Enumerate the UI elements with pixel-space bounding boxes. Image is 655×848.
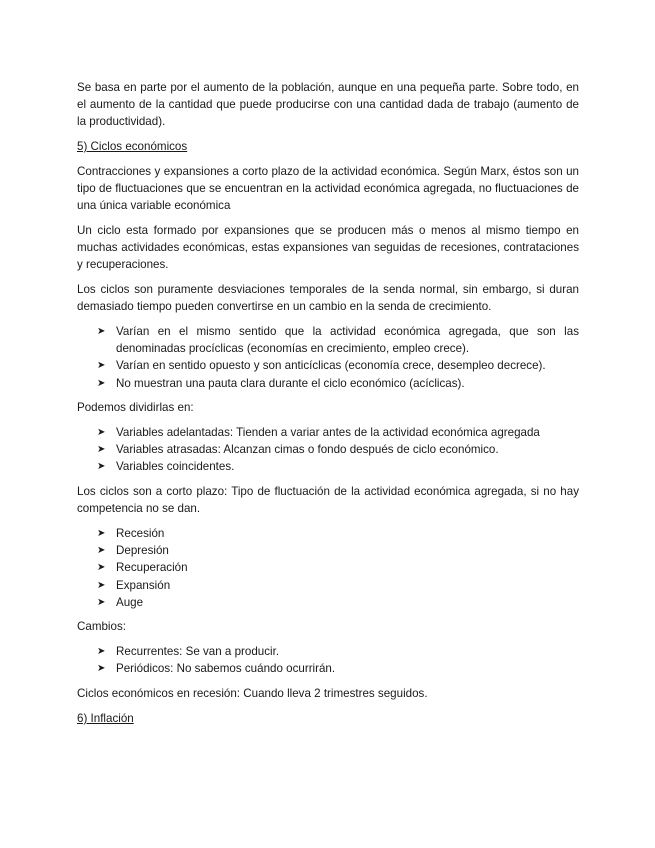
list-item: ➤ Auge (116, 594, 579, 611)
paragraph: Ciclos económicos en recesión: Cuando lleva 2 trimestres seguidos. (77, 687, 428, 701)
list-item: ➤ Recurrentes: Se van a producir. (116, 643, 579, 660)
list-item: ➤ Periódicos: No sabemos cuándo ocurrirán. (116, 660, 579, 677)
list-item: ➤ Variables coincidentes. (116, 458, 579, 475)
arrow-bullet-icon: ➤ (97, 461, 106, 473)
arrow-bullet-icon: ➤ (97, 444, 106, 456)
arrow-bullet-icon: ➤ (97, 596, 106, 608)
paragraph: Los ciclos son puramente desviaciones temporales de la senda normal, sin embargo, si duran demasiado tiempo pueden convertirse en un cambio en la senda de crecimiento. (77, 283, 579, 314)
paragraph: Los ciclos son a corto plazo: Tipo de fluctuación de la actividad económica agregada, si no hay competencia no se dan. (77, 485, 579, 516)
arrow-bullet-icon: ➤ (97, 325, 106, 337)
list-item: ➤ Expansión (116, 577, 579, 594)
bullet-list-variation (77, 323, 579, 392)
list-item: ➤ Depresión (116, 542, 579, 559)
list-item: ➤ No muestran una pauta clara durante el ciclo económico (acíclicas). (116, 375, 579, 392)
section-heading-inflacion: 6) Inflación (77, 711, 134, 725)
paragraph: Un ciclo esta formado por expansiones que se producen más o menos al mismo tiempo en muchas actividades económicas, estas expansiones van seguidas de recesiones, contrataciones y recuperaciones. (77, 223, 579, 272)
bullet-list-variables (77, 424, 579, 476)
list-item: ➤ Recesión (116, 525, 579, 542)
bullet-list-phases (77, 525, 579, 611)
paragraph: Cambios: (77, 620, 126, 634)
arrow-bullet-icon: ➤ (97, 663, 106, 675)
list-item: ➤ Variables atrasadas: Alcanzan cimas o fondo después de ciclo económico. (116, 441, 579, 458)
arrow-bullet-icon: ➤ (97, 545, 106, 557)
paragraph: Podemos dividirlas en: (77, 401, 194, 415)
paragraph: Contracciones y expansiones a corto plazo de la actividad económica. Según Marx, éstos son un tipo de fluctuaciones que se encuentran en la actividad económica agregada, no fluctuaciones de una única variable económica (77, 164, 579, 213)
list-item: ➤ Variables adelantadas: Tienden a variar antes de la actividad económica agregada (116, 424, 579, 441)
arrow-bullet-icon: ➤ (97, 377, 106, 389)
arrow-bullet-icon: ➤ (97, 579, 106, 591)
section-heading-ciclos: 5) Ciclos económicos (77, 140, 188, 154)
list-item: ➤ Varían en el mismo sentido que la actividad económica agregada, que son las denominadas procíclicas (economías en crecimiento, empleo crece). (97, 324, 579, 356)
intro-paragraph: Se basa en parte por el aumento de la población, aunque en una pequeña parte. Sobre todo, en el aumento de la cantidad que puede producirse con una cantidad dada de trabajo (aumento de la productividad). (77, 81, 579, 129)
bullet-list-changes (77, 643, 579, 677)
list-item: ➤ Varían en sentido opuesto y son anticíclicas (economía crece, desempleo decrece). (116, 357, 579, 374)
arrow-bullet-icon: ➤ (97, 562, 106, 574)
arrow-bullet-icon: ➤ (97, 426, 106, 438)
arrow-bullet-icon: ➤ (97, 646, 106, 658)
list-item: ➤ Recuperación (116, 559, 579, 576)
arrow-bullet-icon: ➤ (97, 527, 106, 539)
arrow-bullet-icon: ➤ (97, 360, 106, 372)
